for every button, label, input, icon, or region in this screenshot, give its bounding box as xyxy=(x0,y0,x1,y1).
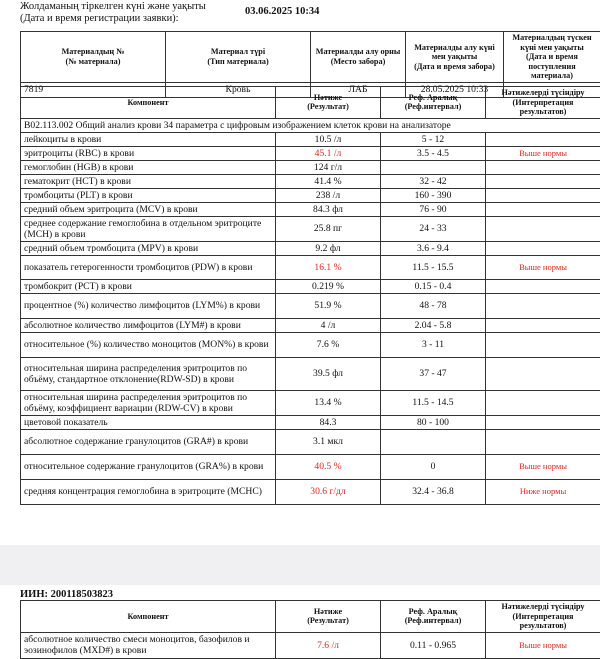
component-cell: тромбоциты (PLT) в крови xyxy=(21,188,276,202)
table-row xyxy=(21,632,600,658)
result-cell: 84.3 фл xyxy=(276,202,381,216)
table-row xyxy=(21,293,600,318)
registration-label-ru: (Дата и время регистрации заявки): xyxy=(20,13,179,25)
interpretation-cell: Выше нормы xyxy=(486,454,600,479)
interpretation-cell xyxy=(486,241,600,255)
table-row xyxy=(21,454,600,479)
ref-cell: 5 - 12 xyxy=(381,132,486,146)
result-cell: 25.8 пг xyxy=(276,216,381,241)
component-cell: абсолютное содержание гранулоцитов (GRA#) в крови xyxy=(21,429,276,454)
component-cell: эритроциты (RBC) в крови xyxy=(21,146,276,160)
ref-cell: 0.15 - 0.4 xyxy=(381,279,486,293)
result-cell: 7.6 /л xyxy=(276,632,381,658)
ref-cell: 11.5 - 14.5 xyxy=(381,390,486,415)
interpretation-cell xyxy=(486,293,600,318)
interpretation-cell xyxy=(486,332,600,357)
material-number: 7819 xyxy=(21,82,166,97)
results-header-interpretation: Нәтижелерді түсіндіру (Интерпретация результатов) xyxy=(486,87,600,119)
interpretation-cell xyxy=(486,174,600,188)
interpretation-cell xyxy=(486,318,600,332)
ref-cell: 80 - 100 xyxy=(381,415,486,429)
component-cell: относительное содержание гранулоцитов (GRA%) в крови xyxy=(21,454,276,479)
result-cell: 84.3 xyxy=(276,415,381,429)
component-cell: гематокрит (HCT) в крови xyxy=(21,174,276,188)
results2-header-ref: Реф. Аралық (Реф.интервал) xyxy=(381,601,486,633)
interpretation-cell xyxy=(486,188,600,202)
table-row xyxy=(21,146,600,160)
registration-label-kz: Жолдаманың тіркелген күні және уақыты xyxy=(20,1,206,13)
result-cell: 41.4 % xyxy=(276,174,381,188)
interpretation-cell: Выше нормы xyxy=(486,255,600,279)
table-row xyxy=(21,279,600,293)
section-title: В02.113.002 Общий анализ крови 34 параметра с цифровым изображением клеток крови на анализаторе xyxy=(21,118,600,132)
ref-cell xyxy=(381,429,486,454)
material-header-collected: Материалды алу күні мен уақыты (Дата и время забора) xyxy=(406,32,504,83)
table-row xyxy=(21,318,600,332)
result-cell: 13.4 % xyxy=(276,390,381,415)
material-collected: 28.05.2025 10:33 xyxy=(406,82,504,97)
result-cell: 51.9 % xyxy=(276,293,381,318)
interpretation-cell xyxy=(486,390,600,415)
table-row xyxy=(21,241,600,255)
interpretation-cell xyxy=(486,216,600,241)
result-cell: 10.5 /л xyxy=(276,132,381,146)
table-row xyxy=(21,160,600,174)
ref-cell: 48 - 78 xyxy=(381,293,486,318)
component-cell: абсолютное количество лимфоцитов (LYM#) в крови xyxy=(21,318,276,332)
result-cell: 30.6 г/дл xyxy=(276,479,381,504)
page-separator xyxy=(0,545,600,585)
table-row xyxy=(21,390,600,415)
ref-cell: 3.6 - 9.4 xyxy=(381,241,486,255)
interpretation-cell xyxy=(486,415,600,429)
table-row xyxy=(21,357,600,390)
material-type: Кровь xyxy=(166,82,311,97)
results2-header-interpretation: Нәтижелерді түсіндіру (Интерпретация результатов) xyxy=(486,601,600,633)
result-cell: 124 г/л xyxy=(276,160,381,174)
result-cell: 4 /л xyxy=(276,318,381,332)
ref-cell: 24 - 33 xyxy=(381,216,486,241)
table-row xyxy=(21,216,600,241)
table-row xyxy=(21,332,600,357)
ref-cell: 37 - 47 xyxy=(381,357,486,390)
component-cell: процентное (%) количество лимфоцитов (LYM%) в крови xyxy=(21,293,276,318)
component-cell: относительное (%) количество моноцитов (MON%) в крови xyxy=(21,332,276,357)
table-row xyxy=(21,188,600,202)
component-cell: средний объем тромбоцита (MPV) в крови xyxy=(21,241,276,255)
ref-cell: 0 xyxy=(381,454,486,479)
iin-label: ИИН: 200118503823 xyxy=(20,589,113,600)
table-row xyxy=(21,202,600,216)
material-header-type: Материал түрі (Тип материала) xyxy=(166,32,311,83)
ref-cell: 32 - 42 xyxy=(381,174,486,188)
component-cell: средний объем эритроцита (MCV) в крови xyxy=(21,202,276,216)
material-header-received: Материалдың түскен күні мен уақыты (Дата и время поступления материала) xyxy=(504,32,600,83)
table-row xyxy=(21,255,600,279)
interpretation-cell: Ниже нормы xyxy=(486,479,600,504)
interpretation-cell: Выше нормы xyxy=(486,632,600,658)
ref-cell: 3.5 - 4.5 xyxy=(381,146,486,160)
interpretation-cell xyxy=(486,132,600,146)
material-header-number: Материалдың № (№ материала) xyxy=(21,32,166,83)
results-table-page-2 xyxy=(20,600,600,659)
result-cell: 3.1 мкл xyxy=(276,429,381,454)
table-row xyxy=(21,132,600,146)
component-cell: средняя концентрация гемоглобина в эритроците (MCHC) xyxy=(21,479,276,504)
ref-cell: 3 - 11 xyxy=(381,332,486,357)
result-cell: 16.1 % xyxy=(276,255,381,279)
interpretation-cell xyxy=(486,357,600,390)
component-cell: относительная ширина распределения эритроцитов по объёму, стандартное отклонение(RDW-SD) в крови xyxy=(21,357,276,390)
results-header-component: Компонент xyxy=(21,87,276,119)
results-header-result: Нәтиже (Результат) xyxy=(276,87,381,119)
interpretation-cell xyxy=(486,429,600,454)
ref-cell xyxy=(381,160,486,174)
material-place: ЛАБ xyxy=(311,82,406,97)
component-cell: абсолютное количество смеси моноцитов, базофилов и эозинофилов (MXD#) в крови xyxy=(21,632,276,658)
results2-header-component: Компонент xyxy=(21,601,276,633)
result-cell: 39.5 фл xyxy=(276,357,381,390)
registration-datetime: 03.06.2025 10:34 xyxy=(245,6,319,17)
ref-cell: 32.4 - 36.8 xyxy=(381,479,486,504)
material-header-place: Материалды алу орны (Место забора) xyxy=(311,32,406,83)
result-cell: 0.219 % xyxy=(276,279,381,293)
component-cell: среднее содержание гемоглобина в отдельном эритроците (MCH) в крови xyxy=(21,216,276,241)
results2-header-result: Нәтиже (Результат) xyxy=(276,601,381,633)
interpretation-cell xyxy=(486,279,600,293)
component-cell: тромбокрит (PCT) в крови xyxy=(21,279,276,293)
interpretation-cell xyxy=(486,202,600,216)
interpretation-cell: Выше нормы xyxy=(486,146,600,160)
table-row xyxy=(21,174,600,188)
result-cell: 238 /л xyxy=(276,188,381,202)
component-cell: гемоглобин (HGB) в крови xyxy=(21,160,276,174)
component-cell: относительная ширина распределения эритроцитов по объёму, коэффициент вариации (RDW-CV) в крови xyxy=(21,390,276,415)
results-table xyxy=(20,86,600,505)
component-cell: показатель гетерогенности тромбоцитов (PDW) в крови xyxy=(21,255,276,279)
table-row xyxy=(21,479,600,504)
result-cell: 9.2 фл xyxy=(276,241,381,255)
ref-cell: 11.5 - 15.5 xyxy=(381,255,486,279)
ref-cell: 160 - 390 xyxy=(381,188,486,202)
table-row xyxy=(21,415,600,429)
result-cell: 7.6 % xyxy=(276,332,381,357)
ref-cell: 2.04 - 5.8 xyxy=(381,318,486,332)
results-header-ref: Реф. Аралық (Реф.интервал) xyxy=(381,87,486,119)
result-cell: 40.5 % xyxy=(276,454,381,479)
ref-cell: 76 - 90 xyxy=(381,202,486,216)
table-row xyxy=(21,429,600,454)
interpretation-cell xyxy=(486,160,600,174)
component-cell: лейкоциты в крови xyxy=(21,132,276,146)
component-cell: цветовой показатель xyxy=(21,415,276,429)
ref-cell: 0.11 - 0.965 xyxy=(381,632,486,658)
result-cell: 45.1 /л xyxy=(276,146,381,160)
